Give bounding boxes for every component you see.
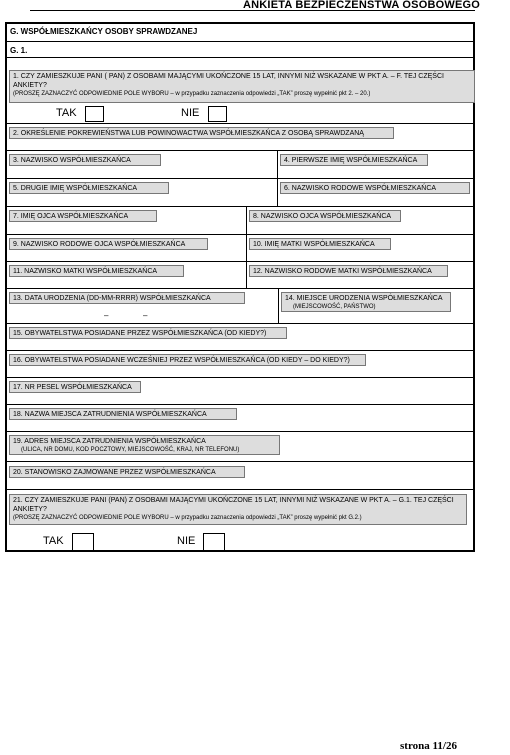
field-20-label: 20. STANOWISKO ZAJMOWANE PRZEZ WSPÓŁMIESZKAŃCA (9, 466, 245, 478)
q1-no-checkbox[interactable] (208, 106, 227, 122)
subsection-title: G. 1. (10, 46, 28, 55)
page-number: strona 11/26 (400, 740, 457, 752)
date-separator-1: – (104, 311, 109, 320)
field-4-cell[interactable] (278, 151, 473, 178)
field-18-row[interactable] (7, 405, 473, 432)
q21-no-label: NIE (177, 535, 196, 547)
field-14-cell[interactable] (279, 289, 473, 323)
field-9-cell[interactable] (7, 235, 247, 261)
question-1-text: 1. CZY ZAMIESZKUJE PANI ( PAN) Z OSOBAMI MAJĄCYMI UKOŃCZONE 15 LAT, INNYMI NIŻ WSKAZANE W PKT A. – F. TEJ CZĘŚCI ANKIETY? (13, 73, 444, 89)
field-15-row[interactable] (7, 324, 473, 351)
field-11-12-row (7, 262, 473, 289)
field-18-label: 18. NAZWA MIEJSCA ZATRUDNIENIA WSPÓŁMIESZKAŃCA (9, 408, 237, 420)
field-5-cell[interactable] (7, 179, 278, 206)
question-1-label (9, 70, 475, 103)
field-12-label: 12. NAZWISKO RODOWE MATKI WSPÓŁMIESZKAŃCA (249, 265, 448, 277)
field-14-text: 14. MIEJSCE URODZENIA WSPÓŁMIESZKAŃCA (285, 295, 443, 302)
field-20-row[interactable] (7, 462, 473, 490)
subsection-row (7, 42, 473, 58)
field-16-row[interactable] (7, 351, 473, 378)
q21-no-checkbox[interactable] (203, 533, 225, 551)
field-7-label: 7. IMIĘ OJCA WSPÓŁMIESZKAŃCA (9, 210, 157, 222)
field-14-subtext: (MIEJSCOWOŚĆ, PAŃSTWO) (293, 304, 376, 310)
field-16-label: 16. OBYWATELSTWA POSIADANE WCZEŚNIEJ PRZEZ WSPÓŁMIESZKAŃCA (OD KIEDY – DO KIEDY?) (9, 354, 366, 366)
field-13-cell[interactable] (7, 289, 279, 323)
field-8-label: 8. NAZWISKO OJCA WSPÓŁMIESZKAŃCA (249, 210, 401, 222)
field-19-label (9, 435, 280, 455)
q1-yes-label: TAK (56, 107, 77, 119)
question-1-row (7, 58, 473, 124)
field-17-row[interactable] (7, 378, 473, 405)
field-14-label (281, 292, 451, 312)
document-title: ANKIETA BEZPIECZEŃSTWA OSOBOWEGO (243, 0, 480, 11)
field-19-row[interactable] (7, 432, 473, 462)
field-9-label: 9. NAZWISKO RODOWE OJCA WSPÓŁMIESZKAŃCA (9, 238, 208, 250)
q1-no-label: NIE (181, 107, 200, 119)
section-title: G. WSPÓŁMIESZKAŃCY OSOBY SPRAWDZANEJ (10, 27, 198, 36)
field-10-label: 10. IMIĘ MATKI WSPÓŁMIESZKAŃCA (249, 238, 391, 250)
field-7-8-row (7, 207, 473, 235)
field-2-label: 2. OKREŚLENIE POKREWIEŃSTWA LUB POWINOWACTWA WSPÓŁMIESZKAŃCA Z OSOBĄ SPRAWDZANĄ (9, 127, 394, 139)
field-2-row[interactable] (7, 124, 473, 151)
field-19-subtext: (ULICA, NR DOMU, KOD POCZTOWY, MIEJSCOWOŚĆ, KRAJ, NR TELEFONU) (21, 447, 240, 453)
field-3-4-row (7, 151, 473, 179)
field-11-cell[interactable] (7, 262, 247, 288)
question-21-label (9, 494, 467, 525)
field-13-14-row (7, 289, 473, 324)
field-17-label: 17. NR PESEL WSPÓŁMIESZKAŃCA (9, 381, 141, 393)
question-21-note: (PROSZĘ ZAZNACZYĆ ODPOWIEDNIE POLE WYBORU – w przypadku zaznaczenia odpowiedzi „TAK” proszę wypełnić pkt G.2.) (13, 515, 362, 521)
field-15-label: 15. OBYWATELSTWA POSIADANE PRZEZ WSPÓŁMIESZKAŃCA (OD KIEDY?) (9, 327, 287, 339)
field-13-label: 13. DATA URODZENIA (DD-MM-RRRR) WSPÓŁMIESZKAŃCA (9, 292, 245, 304)
field-4-label: 4. PIERWSZE IMIĘ WSPÓŁMIESZKAŃCA (280, 154, 428, 166)
q21-yes-checkbox[interactable] (72, 533, 94, 551)
field-11-label: 11. NAZWISKO MATKI WSPÓŁMIESZKAŃCA (9, 265, 184, 277)
field-9-10-row (7, 235, 473, 262)
question-1-note: (PROSZĘ ZAZNACZYĆ ODPOWIEDNIE POLE WYBORU – w przypadku zaznaczenia odpowiedzi „TAK” proszę wypełnić pkt 2. – 20.) (13, 91, 371, 97)
field-12-cell[interactable] (247, 262, 473, 288)
date-separator-2: – (143, 311, 148, 320)
q21-yes-label: TAK (43, 535, 64, 547)
field-6-cell[interactable] (278, 179, 473, 206)
field-6-label: 6. NAZWISKO RODOWE WSPÓŁMIESZKAŃCA (280, 182, 470, 194)
field-3-cell[interactable] (7, 151, 278, 178)
field-8-cell[interactable] (247, 207, 473, 234)
field-7-cell[interactable] (7, 207, 247, 234)
q1-yes-checkbox[interactable] (85, 106, 104, 122)
field-10-cell[interactable] (247, 235, 473, 261)
field-3-label: 3. NAZWISKO WSPÓŁMIESZKAŃCA (9, 154, 161, 166)
question-21-row (7, 490, 473, 552)
section-g-form (5, 22, 475, 552)
field-19-text: 19. ADRES MIEJSCA ZATRUDNIENIA WSPÓŁMIESZKAŃCA (13, 438, 206, 445)
section-header-row (7, 24, 473, 42)
field-5-label: 5. DRUGIE IMIĘ WSPÓŁMIESZKAŃCA (9, 182, 169, 194)
question-21-text: 21. CZY ZAMIESZKUJE PANI (PAN) Z OSOBAMI MAJĄCYMI UKOŃCZONE 15 LAT, INNYMI NIŻ WSKAZANE W PKT A. – G.1. TEJ CZĘŚCI ANKIETY? (13, 497, 454, 513)
field-5-6-row (7, 179, 473, 207)
